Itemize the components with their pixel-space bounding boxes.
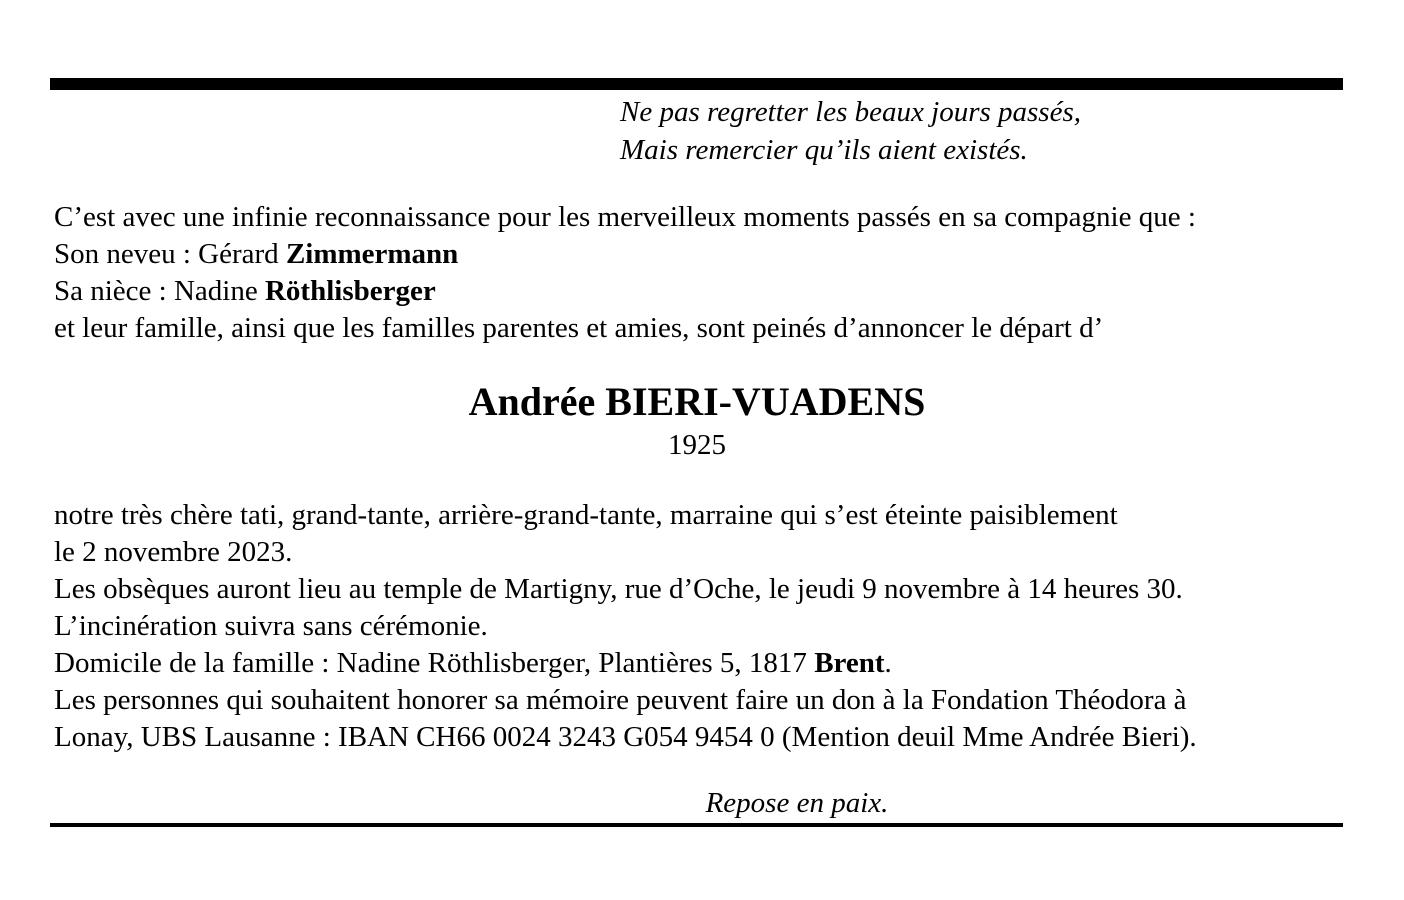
bottom-border-rule <box>50 823 1343 827</box>
intro-line-niece <box>54 273 1196 310</box>
intro-line-nephew <box>54 236 1196 273</box>
intro-line-family: et leur famille, ainsi que les familles parentes et amies, sont peinés d’annoncer le départ d’ <box>54 312 1104 344</box>
details-line-donation: Les personnes qui souhaitent honorer sa mémoire peuvent faire un don à la Fondation Théodora à <box>54 684 1187 716</box>
details-line-domicile <box>54 645 1197 682</box>
nephew-prefix: Son neveu : Gérard <box>54 238 286 270</box>
details-line-date: le 2 novembre 2023. <box>54 536 293 568</box>
details-line-cremation: L’incinération suivra sans cérémonie. <box>54 610 488 642</box>
details-line-funeral: Les obsèques auront lieu au temple de Martigny, rue d’Oche, le jeudi 9 novembre à 14 heures 30. <box>54 573 1183 605</box>
nephew-surname: Zimmermann <box>285 238 459 270</box>
closing-phrase: Repose en paix. <box>705 787 889 819</box>
details-line-relation: notre très chère tati, grand-tante, arrière-grand-tante, marraine qui s’est éteinte paisiblement <box>54 499 1118 531</box>
intro-line-gratitude: C’est avec une infinie reconnaissance pour les merveilleux moments passés en sa compagnie que : <box>54 201 1196 233</box>
domicile-town: Brent <box>814 647 885 679</box>
domicile-prefix: Domicile de la famille : Nadine Röthlisberger, Plantières 5, 1817 <box>54 647 815 679</box>
domicile-suffix: . <box>884 647 892 679</box>
announcement-intro <box>54 199 1196 347</box>
niece-surname: Röthlisberger <box>264 275 436 307</box>
announcement-details <box>54 497 1197 756</box>
details-line-iban: Lonay, UBS Lausanne : IBAN CH66 0024 3243 G054 9454 0 (Mention deuil Mme Andrée Bieri). <box>54 721 1197 753</box>
niece-prefix: Sa nièce : Nadine <box>54 275 265 307</box>
deceased-name: Andrée BIERI-VUADENS <box>468 379 926 424</box>
top-border-rule <box>50 78 1343 90</box>
poem-line-1: Ne pas regretter les beaux jours passés, <box>620 96 1081 128</box>
poem-line-2: Mais remercier qu’ils aient existés. <box>620 134 1028 166</box>
epigraph-poem <box>620 93 1081 169</box>
birth-year: 1925 <box>668 429 726 461</box>
